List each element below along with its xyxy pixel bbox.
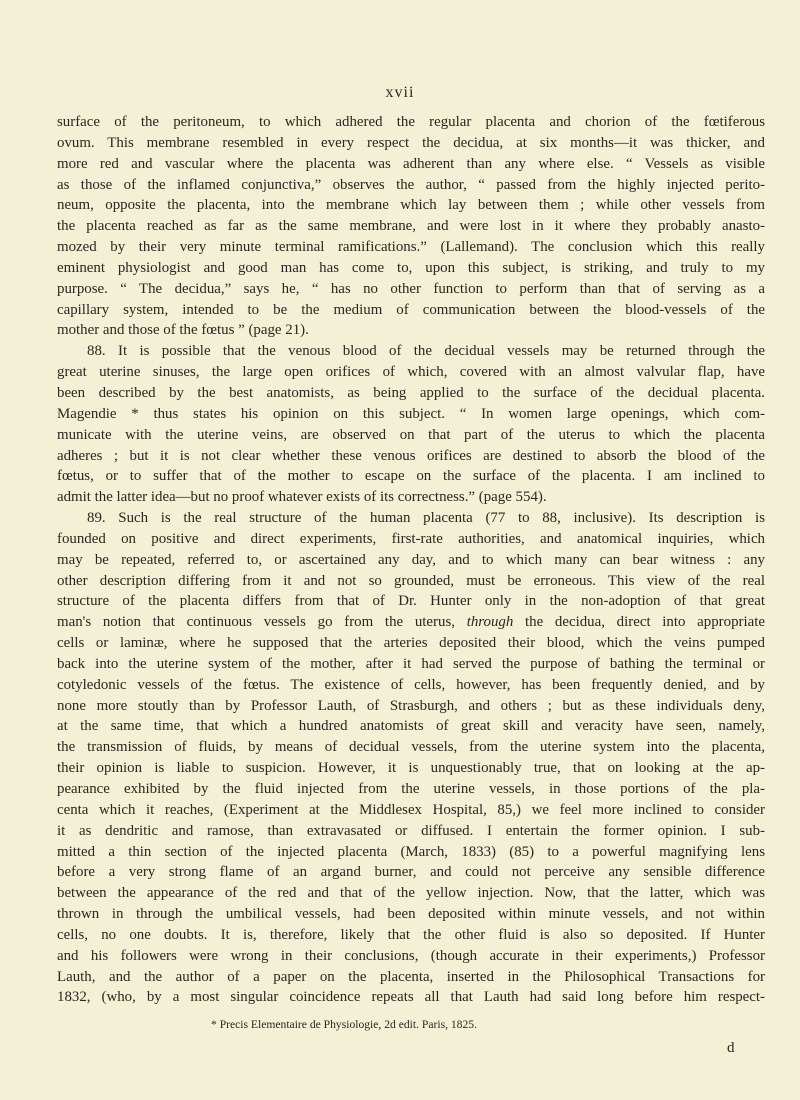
text-line: cotyledonic vessels of the fœtus. The existence of cells, however, has been frequently denied, and by: [57, 676, 765, 693]
text-line: it as dendritic and ramose, than extravasated or diffused. I entertain the former opinion. I sub-: [57, 822, 765, 839]
text-line: founded on positive and direct experiments, first-rate authorities, and anatomical inquiries, which: [57, 530, 765, 547]
text-line: mitted a thin section of the injected placenta (March, 1833) (85) to a powerful magnifying lens: [57, 843, 765, 860]
text-line: been described by the best anatomists, as being applied to the surface of the decidual placenta.: [57, 384, 765, 401]
text-line: thrown in through the umbilical vessels, had been deposited within minute vessels, and not within: [57, 906, 765, 923]
text-line: ovum. This membrane resembled in every respect the decidua, at six months—it was thicker, and: [57, 134, 765, 151]
text-line: Lauth, and the author of a paper on the placenta, inserted in the Philosophical Transactions for: [57, 968, 765, 985]
text-line: their opinion is liable to suspicion. However, it is unquestionably true, that on looking at the ap-: [57, 760, 765, 777]
text-line: centa which it reaches, (Experiment at the Middlesex Hospital, 85,) we feel more inclined to consider: [57, 801, 765, 818]
footnote: * Precis Elementaire de Physiologie, 2d edit. Paris, 1825.: [211, 1018, 477, 1031]
text-line: none more stoutly than by Professor Lauth, of Strasburgh, and others ; but as these individuals deny,: [57, 697, 765, 714]
text-line: at the same time, that which a hundred anatomists of great skill and veracity have seen, namely,: [57, 718, 765, 735]
text-line: 1832, (who, by a most singular coincidence repeats all that Lauth had said long before him respect-: [57, 989, 765, 1006]
text-line: municate with the uterine veins, are observed on that part of the uterus to which the placenta: [57, 426, 765, 443]
text-line: cells or laminæ, where he supposed that the arteries deposited their blood, which the veins pumped: [57, 635, 765, 652]
text-line: man's notion that continuous vessels go from the uterus, through the decidua, direct into appropriate: [57, 614, 765, 631]
text-line: fœtus, or to suffer that of the mother to escape on the surface of the placenta. I am inclined to: [57, 468, 765, 485]
text-line: structure of the placenta differs from that of Dr. Hunter only in the non-adoption of that great: [57, 593, 765, 610]
text-line: and his followers were wrong in their conclusions, (though accurate in their experiments,) Professor: [57, 947, 765, 964]
text-line: other description differing from it and not so grounded, must be erroneous. This view of the real: [57, 572, 765, 589]
text-line: as those of the inflamed conjunctiva,” observes the author, “ passed from the highly injected perito-: [57, 176, 765, 193]
signature-mark: d: [727, 1040, 735, 1056]
page-number: xvii: [385, 84, 415, 101]
text-line: pearance exhibited by the fluid injected from the uterine vessels, in those portions of the pla-: [57, 781, 765, 797]
text-line: eminent physiologist and good man has come to, upon this subject, is striking, and truly to my: [57, 259, 765, 276]
text-line: great uterine sinuses, the large open orifices of which, covered with an almost valvular flap, have: [57, 364, 765, 381]
text-line: the placenta reached as far as the same membrane, and were lost in it where they probably anasto-: [57, 218, 765, 235]
text-line: neum, opposite the placenta, into the membrane which lay between them ; while other vessels from: [57, 197, 765, 214]
text-line: before a very strong flame of an argand burner, and could not perceive any sensible difference: [57, 864, 765, 881]
text-line: adheres ; but it is not clear whether these venous orifices are destined to absorb the blood of the: [57, 447, 765, 464]
text-line: back into the uterine system of the mother, after it had served the purpose of bathing the terminal or: [57, 655, 765, 672]
text-line: mozed by their very minute terminal ramifications.” (Lallemand). The conclusion which this really: [57, 239, 765, 256]
text-line: surface of the peritoneum, to which adhered the regular placenta and chorion of the fœtiferous: [57, 114, 765, 130]
text-line: 89. Such is the real structure of the human placenta (77 to 88, inclusive). Its description is: [87, 510, 765, 527]
text-line: may be repeated, referred to, or ascertained any day, and to which many can bear witness : any: [57, 551, 765, 568]
text-line: 88. It is possible that the venous blood of the decidual vessels may be returned through the: [87, 343, 765, 360]
text-line: Magendie * thus states his opinion on this subject. “ In women large openings, which com-: [57, 405, 765, 422]
text-line: admit the latter idea—but no proof whatever exists of its correctness.” (page 554).: [57, 489, 547, 506]
text-line: more red and vascular where the placenta was adherent than any where else. “ Vessels as visible: [57, 155, 765, 172]
text-line: capillary system, intended to be the medium of communication between the blood-vessels of the: [57, 301, 765, 318]
text-line: between the appearance of the red and that of the yellow injection. Now, that the latter, which was: [57, 885, 765, 902]
text-line: cells, no one doubts. It is, therefore, likely that the other fluid is also so deposited. If Hunter: [57, 926, 765, 943]
text-line: mother and those of the fœtus ” (page 21).: [57, 322, 309, 339]
body-text: [57, 112, 765, 1008]
text-line: purpose. “ The decidua,” says he, “ has no other function to perform than that of serving as a: [57, 280, 765, 297]
text-line: the transmission of fluids, by means of decidual vessels, from the uterine system into the placenta,: [57, 739, 765, 756]
